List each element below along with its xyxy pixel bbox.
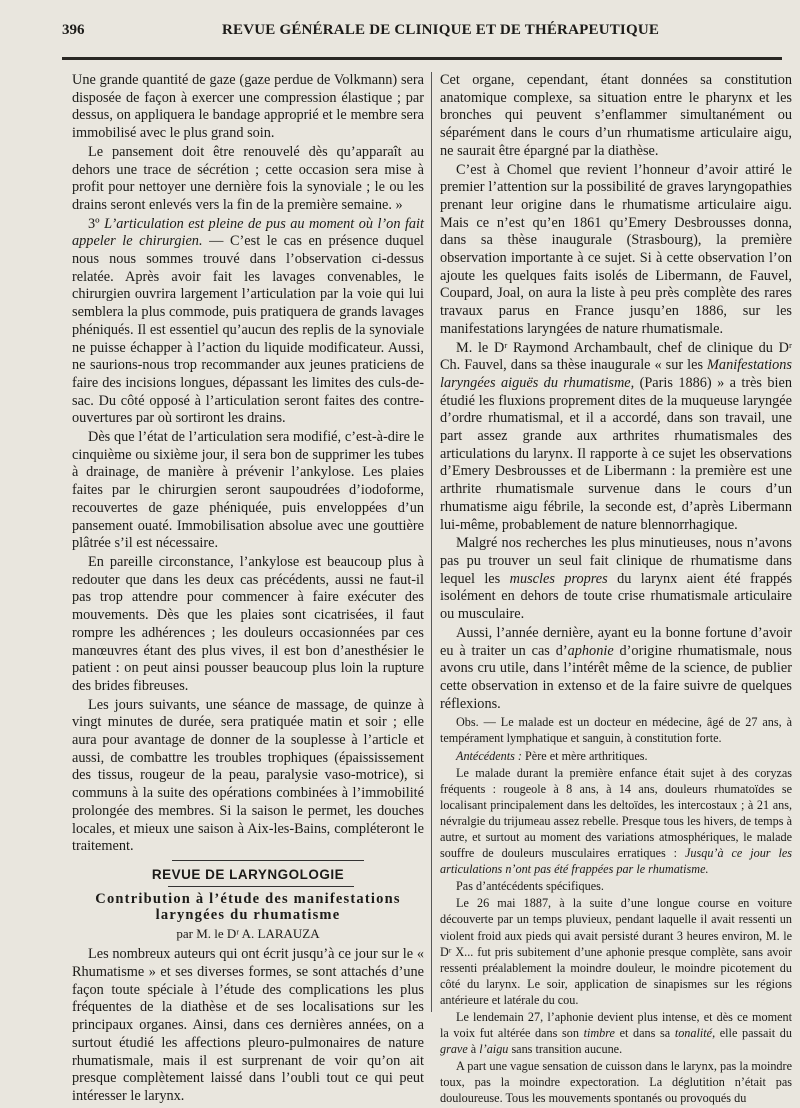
- paragraph: [440, 340, 792, 535]
- article-title-line-2: laryngées du rhumatisme: [155, 906, 341, 923]
- antecedents-text: Père et mère arthritiques.: [525, 748, 648, 763]
- observation-paragraph: [440, 1009, 792, 1057]
- byline: par M. le Dʳ A. LARAUZA: [176, 925, 320, 941]
- paragraph-italic: aphonie: [567, 642, 614, 659]
- section-rule: [172, 860, 364, 862]
- running-title: REVUE GÉNÉRALE DE CLINIQUE ET DE THÉRAPEUTIQUE: [222, 22, 660, 38]
- paragraph-text: Le lendemain 27, l’aphonie devient plus intense, et dès ce moment la voix fut altérée dans son: [440, 1010, 792, 1041]
- paragraph: [440, 535, 792, 624]
- paragraph-text: (Paris 1886) » a très bien étudié les fluxions proprement dites de la muqueuse laryngée d’ordre rhumatismal, et il a accordé, dans son travail, une part assez grande aux arthrites rhumatismales des articulations du larynx. Il rapporte à ce sujet les observations d’Emery Desbrousses et de Libermann : la première est une arthrite rhumatismale survenue dans le cours d’un rhumatisme aigu fébrile, la seconde est, d’après Libermann lui-même, probablement de nature blennorrhagique.: [440, 374, 792, 533]
- paragraph: Dès que l’état de l’articulation sera modifié, c’est-à-dire le cinquième ou sixième jour, il sera bon de supprimer les tubes à drainage, de manière à prévenir l’ankylose. Les plaies faites par le chirurgien seront saupoudrées d’iodoforme, recouvertes de gaze phéniquée, puis enveloppées d’un pansement ouaté. Immobilisation absolue avec une gouttière plâtrée s’il est nécessaire.: [72, 429, 424, 552]
- paragraph-text: d’origine rhumatismale, nous avons cru utile, dans l’intérêt même de la science, de publier cette observation in extenso et de la faire suivre de quelques réflexions.: [440, 642, 792, 712]
- section-title: REVUE DE LARYNGOLOGIE: [151, 866, 345, 882]
- paragraph: Les nombreux auteurs qui ont écrit jusqu’à ce jour sur le « Rhumatisme » et ses diverses formes, se sont attachés d’une façon toute spéciale à l’étude des complications les plus fréquentes de la diathèse et de ses localisations sur les principaux organes. Ainsi, dans ces dernières années, on a surtout étudié les affections pleuro-pulmonaires de nature rhumatismale, mais il est surprenant de voir qu’on ait presque complètement laissé dans l’oubli tout ce qui peut intéresser le larynx.: [72, 946, 424, 1104]
- paragraph-text: elle passait du: [719, 1026, 792, 1041]
- paragraph-lead: Malgré nos recherches les plus minutieuses, nous n’avons pas pu trouver un seul fait clinique de rhumatisme dans lequel les: [440, 535, 792, 587]
- paragraph-italic: L’articulation est pleine de pus au moment où l’on fait appeler le chirurgien.: [72, 215, 425, 250]
- paragraph-italic: l’aigu: [479, 1042, 509, 1057]
- paragraph-text: et dans sa: [619, 1026, 671, 1041]
- paragraph: [440, 625, 792, 714]
- paragraph-text: sans transition aucune.: [511, 1042, 623, 1057]
- header-rule: [62, 57, 782, 60]
- left-column: [72, 72, 424, 1107]
- paragraph-text: — C’est le cas en présence duquel nous nous sommes trouvé dans l’observation ci-dessus relatée. Après avoir fait les lavages convenables, le chirurgien ouvrira largement l’articulation par la voie qui lui semblera la plus commode, puis pratiquera de grands lavages phéniqués. Il est essentiel qu’aucun des replis de la synoviale ne puisse échapper à l’action du liquide modificateur. Aussi, ne saurions-nous trop recommander aux jeunes praticiens de faire des incisions longues, dépassant les limites des culs-de-sac. Du côté opposé à l’articulation seront faites des contre-ouvertures par où sortiront les drains.: [72, 233, 425, 427]
- paragraph-lead: 3º: [88, 215, 100, 232]
- observation-paragraph: [440, 748, 792, 764]
- paragraph-italic: timbre: [583, 1026, 615, 1041]
- paragraph: Cet organe, cependant, étant données sa constitution anatomique complexe, sa situation entre le pharynx et les bronches qui peuvent s’enflammer simultanément ou séparément dans le cours d’un rhumatisme articulaire aigu, ne saurait être épargné par la diathèse.: [440, 72, 792, 159]
- observation-paragraph: [440, 765, 792, 878]
- paragraph: C’est à Chomel que revient l’honneur d’avoir attiré le premier l’attention sur la possibilité de graves laryngopathies prenant leur origine dans le rhumatisme articulaire aigu. Mais ce n’est qu’en 1861 qu’Emery Desbrousses donna, dans sa thèse inaugurale (Strasbourg), la première observation importante à ce sujet. Si à cette observation l’on ajoute les quelques faits isolés de Libermann, de Fauvel, Coupard, Joal, on aura la liste à peu près complète des rares travaux parus en France jusqu’en 1886, sur les manifestations laryngées de nature rhumatismale.: [440, 161, 792, 337]
- observation-paragraph: A part une vague sensation de cuisson dans le larynx, pas la moindre toux, pas la moindre expectoration. La déglutition n’était pas douloureuse. Tous les mouvements spontanés ou provoqués du: [440, 1059, 792, 1106]
- page-header: [62, 20, 792, 46]
- paragraph-italic: grave: [440, 1042, 468, 1057]
- paragraph-text: Le malade durant la première enfance était sujet à des coryzas fréquents : rougeole à 8 ans, à 14 ans, douleurs rhumatoïdes se localisant principalement dans les deltoïdes, les intercostaux ; à 21 ans, névralgie du trijumeau assez rebelle. Presque tous les hivers, de temps à autre, et surtout au moment des variations atmosphériques, le malade souffre de douleurs musculaires erratiques :: [440, 765, 792, 861]
- paragraph-italic: Manifestations laryngées aiguës du rhumatisme,: [440, 357, 793, 391]
- paragraph-text: du larynx aient été frappés isolément en dehors de toute crise rhumatismale articulaire ou musculaire.: [440, 570, 793, 623]
- paragraph-lead: M. le Dʳ Raymond Archambault, chef de clinique du Dʳ Ch. Fauvel, dans sa thèse inaugurale « sur les: [440, 339, 792, 374]
- paragraph: Le pansement doit être renouvelé dès qu’apparaît au dehors une trace de sécrétion ; cette occasion sera mise à profit pour nettoyer une dernière fois la synoviale ; le ou les drains seront enlevés vers la fin de la première semaine. »: [72, 143, 424, 213]
- paragraph-italic: Jusqu’à ce jour les articulations n’ont pas été frappées par le rhumatisme.: [440, 846, 793, 877]
- column-divider: [431, 72, 432, 1012]
- paragraph-italic: tonalité,: [674, 1026, 716, 1041]
- observation-paragraph: Le 26 mai 1887, à la suite d’une longue course en voiture découverte par un temps pluvieux, pendant laquelle il avait ressenti un violent froid aux pieds qui avait persisté durant 3 heures environ, M. le Dʳ X... fut pris subitement d’une aphonie presque complète, sans avoir ressenti préalablement la moindre douleur, le moindre picotement du côté du larynx. Le soir, application de sinapismes sur les régions antérieure et latérale du cou.: [440, 896, 792, 1007]
- paragraph-italic: muscles propres: [509, 570, 608, 587]
- page-number: 396: [62, 22, 85, 38]
- paragraph: Les jours suivants, une séance de massage, de quinze à vingt minutes de durée, sera pratiquée matin et soir ; elle aura pour avantage de donner de la souplesse à l’article et aussi, de combattre les troubles trophiques (épaississement des tissus, rougeur de la peau, paralysie vaso-motrice), si communs à la suite des opérations combinées à l’immobilité prolongée des membres. Si la saison le permet, les douches locales, et mieux une saison à Aix-les-Bains, compléteront le traitement.: [72, 696, 424, 855]
- observation-paragraph: Pas d’antécédents spécifiques.: [456, 879, 604, 894]
- paragraph-text: à: [470, 1042, 477, 1057]
- paragraph: En pareille circonstance, l’ankylose est beaucoup plus à redouter que dans les deux cas précédents, aussi ne faut-il pas trop attendre pour commencer à faire exécuter des mouvements. Dès que les plaies sont cicatrisées, il faut rompre les adhérences ; les douleurs occasionnées par ces manœuvres étant des plus vives, il est bon d’anesthésier le patient : on peut ainsi pousser beaucoup plus loin la rupture des brides fibreuses.: [72, 553, 424, 694]
- paragraph: [72, 216, 424, 428]
- antecedents-label: Antécédents :: [456, 748, 522, 763]
- right-column: [440, 72, 792, 1108]
- observation-paragraph: Obs. — Le malade est un docteur en médecine, âgé de 27 ans, à tempérament lymphatique et sanguin, à constitution forte.: [440, 715, 792, 746]
- paragraph-lead: Aussi, l’année dernière, ayant eu la bonne fortune d’avoir eu à traiter un cas d’: [440, 624, 792, 659]
- article-title-line-1: Contribution à l’étude des manifestations: [95, 890, 401, 907]
- section-underline: [168, 886, 354, 887]
- paragraph: Une grande quantité de gaze (gaze perdue de Volkmann) sera disposée de façon à exercer une compression élastique ; par dessus, on appliquera le bandage approprié et le membre sera immobilisé avec le plus grand soin.: [72, 72, 424, 142]
